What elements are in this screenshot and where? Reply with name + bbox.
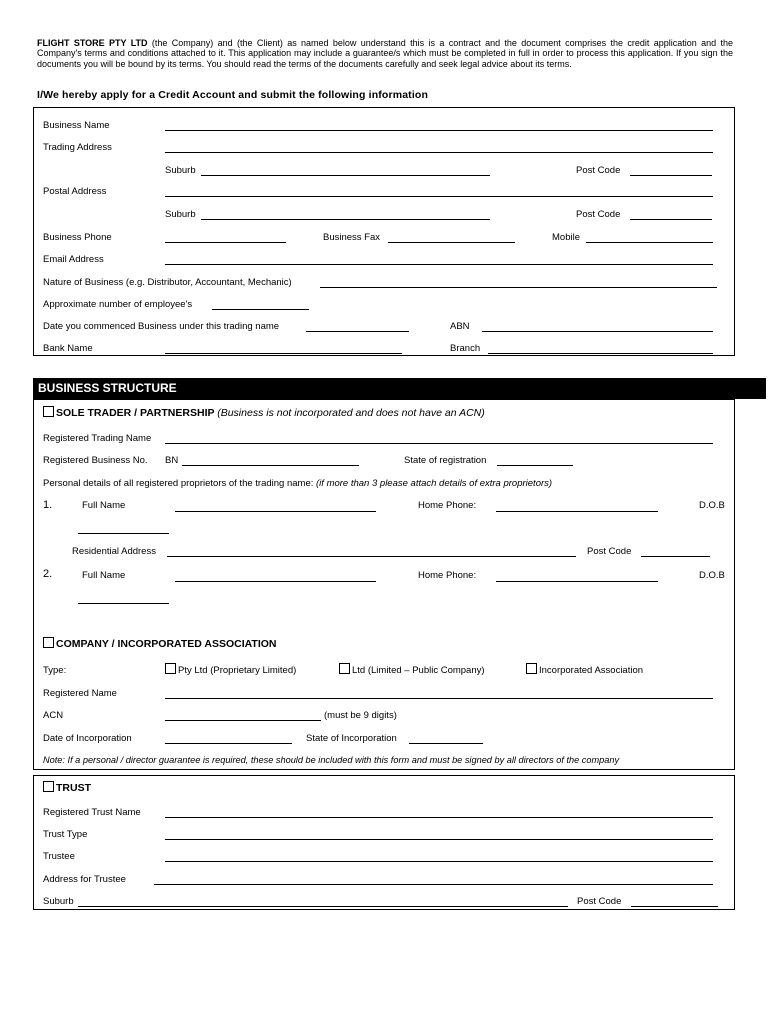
trustee-field[interactable]: [165, 861, 713, 862]
personal-details-label: Personal details of all registered proprietors of the trading name:: [43, 478, 314, 489]
bank-name-field[interactable]: [165, 353, 402, 354]
proprietor-2-homephone-field[interactable]: [496, 581, 658, 582]
branch-label: Branch: [450, 343, 481, 354]
company-heading: COMPANY / INCORPORATED ASSOCIATION: [56, 638, 277, 650]
state-of-incorporation-field[interactable]: [409, 743, 483, 744]
mobile-field[interactable]: [586, 242, 713, 243]
trust-type-field[interactable]: [165, 839, 713, 840]
trust-checkbox[interactable]: [43, 781, 54, 792]
ltd-label: Ltd (Limited – Public Company): [352, 665, 485, 676]
postal-postcode-label: Post Code: [576, 209, 621, 220]
business-name-field[interactable]: [165, 130, 713, 131]
email-field[interactable]: [165, 264, 713, 265]
trust-postcode-field[interactable]: [631, 906, 718, 907]
state-of-incorporation-label: State of Incorporation: [306, 733, 397, 744]
business-phone-label: Business Phone: [43, 232, 112, 243]
incorporated-association-checkbox[interactable]: [526, 663, 537, 674]
trust-box: [33, 775, 735, 910]
registered-name-field[interactable]: [165, 698, 713, 699]
proprietor-2-dob-label: D.O.B: [699, 570, 725, 581]
incorporated-association-label: Incorporated Association: [539, 665, 644, 676]
bank-name-label: Bank Name: [43, 343, 93, 354]
trading-address-field[interactable]: [165, 152, 713, 153]
proprietor-2-homephone-label: Home Phone:: [418, 570, 477, 581]
trust-type-label: Trust Type: [43, 829, 88, 840]
sole-trader-checkbox[interactable]: [43, 406, 54, 417]
branch-field[interactable]: [488, 353, 713, 354]
business-fax-field[interactable]: [388, 242, 515, 243]
acn-label: ACN: [43, 710, 64, 721]
proprietor-1-fullname-field[interactable]: [175, 511, 376, 512]
trading-postcode-label: Post Code: [576, 165, 621, 176]
trading-postcode-field[interactable]: [630, 175, 712, 176]
business-structure-header: BUSINESS STRUCTURE: [33, 378, 766, 399]
nature-of-business-field[interactable]: [320, 287, 717, 288]
ltd-checkbox[interactable]: [339, 663, 350, 674]
proprietor-1-number: 1.: [43, 499, 53, 511]
postal-suburb-label: Suburb: [165, 209, 196, 220]
company-type-label: Type:: [43, 665, 67, 676]
trustee-address-field[interactable]: [154, 884, 713, 885]
proprietor-2-fullname-label: Full Name: [82, 570, 126, 581]
mobile-label: Mobile: [552, 232, 580, 243]
sole-trader-heading: [56, 407, 485, 419]
postal-suburb-field[interactable]: [201, 219, 490, 220]
business-name-label: Business Name: [43, 120, 110, 131]
proprietor-2-number: 2.: [43, 568, 53, 580]
reg-business-no-label: Registered Business No.: [43, 455, 148, 466]
proprietor-1-dob-field[interactable]: [78, 533, 169, 534]
postal-address-field[interactable]: [165, 196, 713, 197]
reg-trading-name-field[interactable]: [165, 443, 713, 444]
director-guarantee-note: Note: If a personal / director guarantee is required, these should be included with this form and must be signed by all directors of the company: [43, 755, 620, 765]
applicant-details-box: [33, 107, 735, 356]
proprietor-2-fullname-field[interactable]: [175, 581, 376, 582]
state-of-registration-field[interactable]: [497, 465, 573, 466]
registered-trust-name-label: Registered Trust Name: [43, 807, 141, 818]
date-of-incorporation-field[interactable]: [165, 743, 292, 744]
intro-paragraph: [37, 38, 733, 69]
bn-label: BN: [165, 455, 179, 466]
employees-field[interactable]: [212, 309, 309, 310]
intro-text: (the Company) and (the Client) as named below understand this is a contract and the document comprises the credit application and the Company's terms and conditions attached to it. This application may include a guarantee/s which must be completed in full in order to process this application. If you sign the documents you will be bound by its terms. You should read the terms of the documents carefully and seek legal advice about its terms.: [37, 38, 733, 69]
trust-postcode-label: Post Code: [577, 896, 622, 907]
nature-of-business-label: Nature of Business (e.g. Distributor, Accountant, Mechanic): [43, 277, 292, 288]
commenced-field[interactable]: [306, 331, 409, 332]
application-heading: I/We hereby apply for a Credit Account and submit the following information: [37, 89, 429, 101]
pty-ltd-checkbox[interactable]: [165, 663, 176, 674]
residential-postcode-label: Post Code: [587, 546, 632, 557]
trustee-label: Trustee: [43, 851, 75, 862]
trust-heading: TRUST: [56, 782, 91, 794]
date-of-incorporation-label: Date of Incorporation: [43, 733, 132, 744]
trading-address-label: Trading Address: [43, 142, 112, 153]
acn-field[interactable]: [165, 720, 321, 721]
residential-address-label: Residential Address: [72, 546, 156, 557]
business-phone-field[interactable]: [165, 242, 286, 243]
proprietor-1-homephone-field[interactable]: [496, 511, 658, 512]
trading-suburb-field[interactable]: [201, 175, 490, 176]
postal-address-label: Postal Address: [43, 186, 107, 197]
commenced-label: Date you commenced Business under this trading name: [43, 321, 280, 332]
registered-name-label: Registered Name: [43, 688, 117, 699]
residential-postcode-field[interactable]: [641, 556, 710, 557]
acn-note: (must be 9 digits): [324, 710, 397, 721]
sole-trader-title: SOLE TRADER / PARTNERSHIP: [56, 407, 215, 419]
trust-suburb-label: Suburb: [43, 896, 74, 907]
trustee-address-label: Address for Trustee: [43, 874, 126, 885]
postal-postcode-field[interactable]: [630, 219, 712, 220]
sole-trader-subtitle: (Business is not incorporated and does not have an ACN): [217, 407, 485, 419]
company-name: FLIGHT STORE PTY LTD: [37, 38, 148, 48]
proprietor-1-homephone-label: Home Phone:: [418, 500, 477, 511]
proprietor-1-dob-label: D.O.B: [699, 500, 725, 511]
trading-suburb-label: Suburb: [165, 165, 196, 176]
abn-field[interactable]: [482, 331, 713, 332]
employees-label: Approximate number of employee's: [43, 299, 193, 310]
proprietor-2-dob-field[interactable]: [78, 603, 169, 604]
business-fax-label: Business Fax: [323, 232, 381, 243]
registered-trust-name-field[interactable]: [165, 817, 713, 818]
reg-business-no-field[interactable]: [182, 465, 359, 466]
personal-details-text: [43, 478, 552, 490]
reg-trading-name-label: Registered Trading Name: [43, 433, 152, 444]
personal-details-note: (if more than 3 please attach details of extra proprietors): [316, 478, 553, 489]
abn-label: ABN: [450, 321, 470, 332]
residential-address-field[interactable]: [167, 556, 576, 557]
company-checkbox[interactable]: [43, 637, 54, 648]
trust-suburb-field[interactable]: [78, 906, 568, 907]
email-label: Email Address: [43, 254, 104, 265]
pty-ltd-label: Pty Ltd (Proprietary Limited): [178, 665, 297, 676]
proprietor-1-fullname-label: Full Name: [82, 500, 126, 511]
state-of-registration-label: State of registration: [404, 455, 487, 466]
